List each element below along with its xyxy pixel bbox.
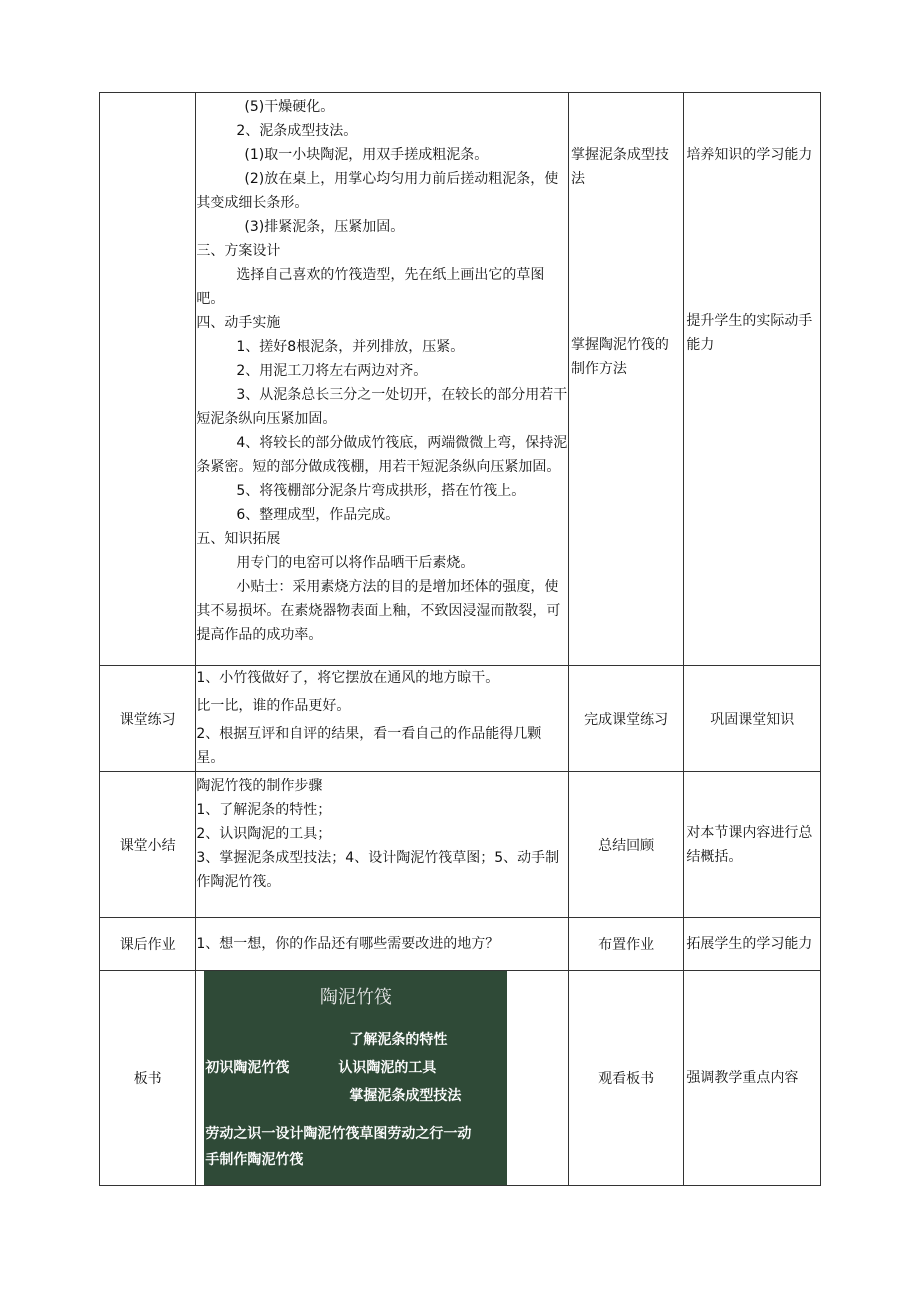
- board-cell: [196, 971, 569, 1186]
- section-heading: 四、动手实施: [196, 315, 281, 331]
- content-line: 比一比，谁的作品更好。: [196, 698, 351, 714]
- content-line: (3)排紧泥条，压紧加固。: [244, 219, 405, 235]
- content-line: 1、了解泥条的特性；: [196, 802, 332, 818]
- row-label: 课堂练习: [100, 666, 196, 772]
- aim-text: 对本节课内容进行总结概括。: [686, 824, 813, 865]
- content-line: 2、泥条成型技法。: [236, 123, 358, 139]
- row-label: 板书: [100, 971, 196, 1186]
- board-item: 劳动之识一设计陶泥竹筏草图劳动之行一动: [205, 1126, 472, 1142]
- content-line: 1、想一想，你的作品还有哪些需要改进的地方？: [196, 936, 500, 952]
- content-line: 1、搓好8根泥条，并列排放，压紧。: [236, 339, 465, 355]
- content-line: (5)干燥硬化。: [244, 99, 335, 115]
- activity-text: 观看板书: [568, 971, 683, 1186]
- content-cell: [196, 772, 569, 918]
- content-line: (2)放在桌上，用掌心均匀用力前后搓动粗泥条，使其变成细长条形。: [196, 171, 559, 211]
- content-line: (1)取一小块陶泥，用双手搓成粗泥条。: [244, 147, 489, 163]
- row-label-cell: [100, 93, 196, 666]
- goal-text: 掌握陶泥竹筏的制作方法: [570, 337, 669, 377]
- table-row: [100, 666, 821, 772]
- board-title: 陶泥竹筏: [319, 987, 392, 1008]
- goal-text: 掌握泥条成型技法: [570, 147, 669, 187]
- content-line: 3、从泥条总长三分之一处切开，在较长的部分用若干短泥条纵向压紧加固。: [196, 387, 568, 427]
- aim-text: 提升学生的实际动手能力: [686, 313, 813, 353]
- content-line: 2、用泥工刀将左右两边对齐。: [236, 363, 428, 379]
- section-heading: 五、知识拓展: [196, 531, 281, 547]
- aim-cell: [684, 971, 821, 1186]
- table-row: [100, 918, 821, 971]
- aim-text: 培养知识的学习能力: [686, 147, 813, 163]
- content-line: 用专门的电窑可以将作品晒干后素烧。: [236, 555, 475, 571]
- aim-cell: [684, 93, 821, 666]
- content-line: 陶泥竹筏的制作步骤: [196, 778, 323, 794]
- content-line: 6、整理成型，作品完成。: [236, 507, 400, 523]
- blackboard: [204, 971, 507, 1185]
- content-line: 5、将筏棚部分泥条片弯成拱形，搭在竹筏上。: [236, 483, 526, 499]
- board-item: 认识陶泥的工具: [338, 1060, 437, 1076]
- board-item: 掌握泥条成型技法: [349, 1088, 462, 1104]
- table-row: [100, 93, 821, 666]
- content-line: 1、小竹筏做好了，将它摆放在通风的地方晾干。: [196, 670, 500, 686]
- aim-cell: [684, 918, 821, 971]
- row-label: 课后作业: [100, 918, 196, 971]
- content-line: 小贴士：采用素烧方法的目的是增加坯体的强度，使其不易损坏。在素烧器物表面上釉，不致因浸湿而散裂，可提高作品的成功率。: [196, 579, 561, 643]
- board-item: 了解泥条的特性: [349, 1032, 448, 1048]
- board-item: 初识陶泥竹筏: [205, 1060, 290, 1076]
- board-item: 手制作陶泥竹筏: [205, 1152, 304, 1168]
- table-row: [100, 772, 821, 918]
- content-cell: [196, 918, 569, 971]
- content-line: 4、将较长的部分做成竹筏底，两端微微上弯，保持泥条紧密。短的部分做成筏棚，用若干短泥条纵向压紧加固。: [196, 435, 568, 475]
- activity-text: 布置作业: [568, 918, 683, 971]
- aim-cell: [684, 772, 821, 918]
- lesson-plan-table: [99, 92, 821, 1186]
- content-line: 选择自己喜欢的竹筏造型，先在纸上画出它的草图吧。: [196, 267, 545, 307]
- aim-text: 强调教学重点内容: [686, 1070, 799, 1086]
- table-row: [100, 971, 821, 1186]
- row-label: 课堂小结: [100, 772, 196, 918]
- activity-text: 完成课堂练习: [568, 666, 683, 772]
- activity-text: 总结回顾: [568, 772, 683, 918]
- section-heading: 三、方案设计: [196, 243, 281, 259]
- aim-text: 拓展学生的学习能力: [686, 936, 813, 952]
- content-line: 2、根据互评和自评的结果，看一看自己的作品能得几颗星。: [196, 726, 542, 766]
- content-cell: [196, 666, 569, 772]
- content-line: 2、认识陶泥的工具；: [196, 826, 332, 842]
- content-cell: [196, 93, 569, 666]
- aim-text: 巩固课堂知识: [684, 666, 821, 772]
- activity-cell: [568, 93, 683, 666]
- content-line: 3、掌握泥条成型技法；4、设计陶泥竹筏草图；5、动手制作陶泥竹筏。: [196, 850, 560, 890]
